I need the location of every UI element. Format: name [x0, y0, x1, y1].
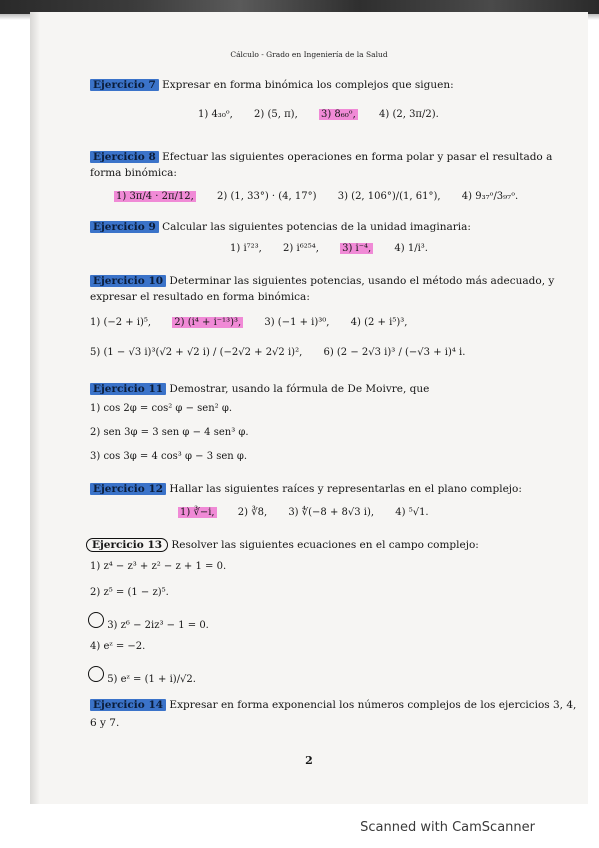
exercise-13-item-3	[88, 612, 209, 633]
exercise-8-items	[114, 190, 536, 204]
exercise-10-text-line-2: expresar el resultado en forma binómica:	[90, 291, 310, 303]
exercise-7-text: Expresar en forma binómica los complejos que siguen:	[162, 79, 454, 91]
exercise-14-text-line-1: Expresar en forma exponencial los números complejos de los ejercicios 3, 4,	[169, 699, 577, 711]
exercise-12-item-3: 3) ∜(−8 + 8√3 i),	[288, 507, 375, 518]
exercise-14-statement	[90, 698, 576, 712]
exercise-8-statement	[90, 150, 552, 164]
exercise-12-text: Hallar las siguientes raíces y representarlas en el plano complejo:	[169, 483, 522, 495]
exercise-12-items	[178, 506, 447, 520]
exercise-7-items	[198, 108, 457, 122]
exercise-8-item-3: 3) (2, 106°)/(1, 61°),	[337, 191, 441, 202]
exercise-8-text-line-2: forma binómica:	[90, 167, 177, 179]
exercise-11-item-2: 2) sen 3φ = 3 sen φ − 4 sen³ φ.	[90, 427, 249, 438]
exercise-8-item-1: 1) 3π/4 · 2π/12,	[116, 191, 194, 202]
exercise-7-item-3: 3) 8₆₀ᵒ,	[320, 109, 356, 120]
exercise-9-item-3: 3) i⁻⁴,	[342, 243, 372, 254]
exercise-10-text-line-1: Determinar las siguientes potencias, usando el método más adecuado, y	[169, 275, 555, 287]
exercise-9-item-2: 2) i⁶²⁵⁴,	[283, 243, 319, 254]
exercise-12-item-1: 1) ∛−i,	[180, 507, 215, 518]
exercise-7-tag: Ejercicio 7	[90, 79, 159, 91]
exercise-7-item-2: 2) (5, π),	[254, 109, 298, 120]
exercise-13-item-5-text: 5) eᶻ = (1 + i)/√2.	[107, 674, 196, 685]
exercise-8-item-2: 2) (1, 33°) · (4, 17°)	[217, 191, 317, 202]
exercise-12-statement	[90, 482, 522, 496]
exercise-13-tag: Ejercicio 13	[86, 538, 168, 552]
exercise-13-item-3-text: 3) z⁶ − 2iz³ − 1 = 0.	[107, 620, 209, 631]
camscanner-watermark: Scanned with CamScanner	[360, 820, 535, 835]
exercise-10-statement	[90, 274, 554, 288]
exercise-10-item-1: 1) (−2 + i)⁵,	[90, 317, 152, 328]
exercise-13-item-2: 2) z⁵ = (1 − z)⁵.	[90, 587, 169, 598]
exercise-13-text: Resolver las siguientes ecuaciones en el campo complejo:	[171, 539, 479, 551]
exercise-10-item-4: 4) (2 + i⁵)³,	[350, 317, 408, 328]
exercise-9-item-4: 4) 1/i³.	[394, 243, 428, 254]
exercise-10-item-3: 3) (−1 + i)³⁰,	[264, 317, 330, 328]
exercise-9-statement	[90, 220, 471, 234]
exercise-10-tag: Ejercicio 10	[90, 275, 166, 287]
exercise-9-item-1: 1) i⁷²³,	[230, 243, 262, 254]
exercise-14-tag: Ejercicio 14	[90, 699, 166, 711]
exercise-11-tag: Ejercicio 11	[90, 383, 166, 395]
exercise-10-item-6: 6) (2 − 2√3 i)³ / (−√3 + i)⁴ i.	[323, 347, 466, 358]
exercise-11-statement	[90, 382, 429, 396]
exercise-8-item-4: 4) 9₃₇ᵒ/3₉₇ᵒ.	[461, 191, 519, 202]
exercise-13-item-5	[88, 666, 196, 687]
exercise-9-tag: Ejercicio 9	[90, 221, 159, 233]
circled-mark-5	[88, 666, 104, 682]
exercise-14-text-line-2: 6 y 7.	[90, 717, 120, 729]
exercise-10-item-2: 2) (i⁴ + i⁻¹³)³,	[174, 317, 242, 328]
exercise-12-item-2: 2) ∛8,	[237, 507, 268, 518]
exercise-13-statement	[86, 538, 479, 552]
exercise-10-items-row-2	[90, 346, 483, 360]
exercise-7-statement	[90, 78, 454, 92]
exercise-10-item-5: 5) (1 − √3 i)³(√2 + √2 i) / (−2√2 + 2√2 i)²,	[90, 347, 303, 358]
exercise-11-item-3: 3) cos 3φ = 4 cos³ φ − 3 sen φ.	[90, 451, 248, 462]
page-number: 2	[305, 754, 313, 767]
document-page	[30, 12, 588, 804]
exercise-13-item-4: 4) eᶻ = −2.	[90, 641, 146, 652]
exercise-11-text: Demostrar, usando la fórmula de De Moivre, que	[169, 383, 430, 395]
exercise-13-item-1: 1) z⁴ − z³ + z² − z + 1 = 0.	[90, 561, 227, 572]
exercise-7-item-1: 1) 4₃₀ᵒ,	[198, 109, 233, 120]
exercise-7-item-4: 4) (2, 3π/2).	[379, 109, 439, 120]
exercise-8-text-line-1: Efectuar las siguientes operaciones en forma polar y pasar el resultado a	[162, 151, 553, 163]
page-header: Cálculo - Grado en Ingeniería de la Salud	[230, 50, 388, 59]
exercise-9-text: Calcular las siguientes potencias de la unidad imaginaria:	[162, 221, 471, 233]
exercise-9-items	[230, 242, 446, 256]
circled-mark-3	[88, 612, 104, 628]
exercise-10-items-row-1	[90, 316, 425, 330]
exercise-12-tag: Ejercicio 12	[90, 483, 166, 495]
exercise-8-tag: Ejercicio 8	[90, 151, 159, 163]
exercise-11-item-1: 1) cos 2φ = cos² φ − sen² φ.	[90, 403, 233, 414]
exercise-12-item-4: 4) ⁵√1.	[395, 507, 429, 518]
